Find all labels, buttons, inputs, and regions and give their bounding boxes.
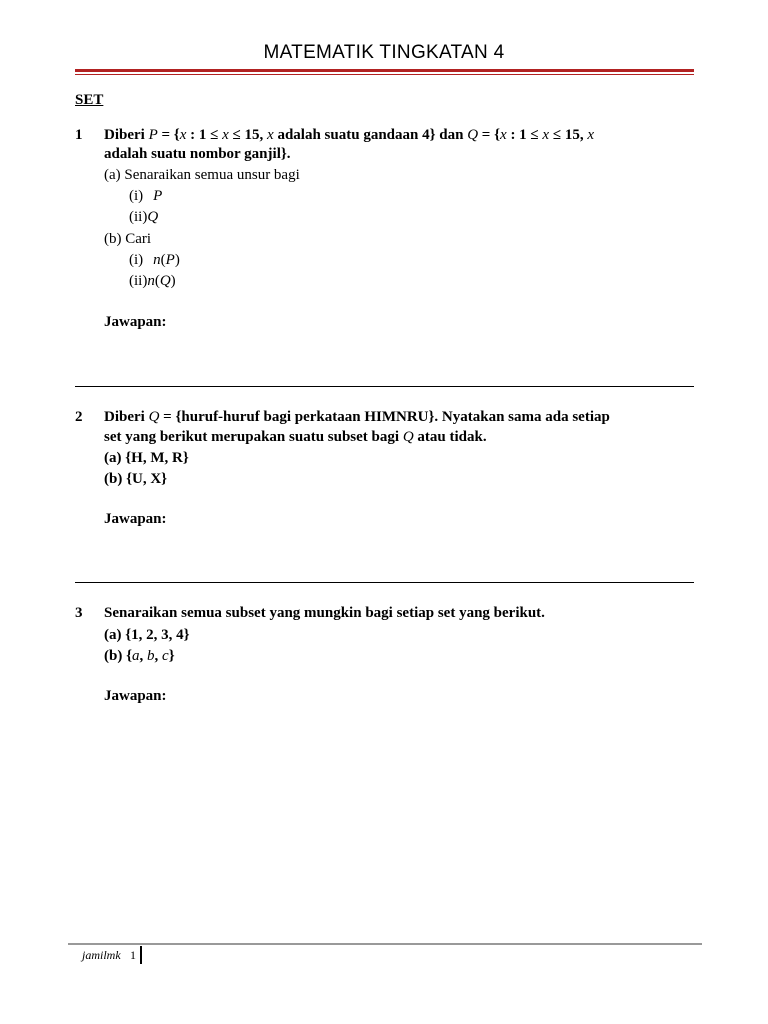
question-2-line-2: set yang berikut merupakan suatu subset bagi Q atau tidak. <box>104 429 487 445</box>
q2-answer-label: Jawapan: <box>104 511 167 527</box>
q1-part-a-i: (i) P <box>129 188 163 204</box>
divider-q1 <box>75 386 694 387</box>
question-number: 3 <box>75 605 83 621</box>
header-rule-thick <box>75 69 694 72</box>
q2-part-b: (b) {U, X} <box>104 471 168 487</box>
question-1-line-2: adalah suatu nombor ganjil}. <box>104 146 291 162</box>
question-number: 2 <box>75 409 83 425</box>
question-1-line-1: Diberi P = {x : 1 ≤ x ≤ 15, x adalah suatu gandaan 4} dan Q = {x : 1 ≤ x ≤ 15, x <box>104 127 594 143</box>
footer-rule <box>68 943 702 945</box>
q1-part-b-i: (i) n(P) <box>129 252 180 268</box>
question-number: 1 <box>75 127 83 143</box>
page-header-title: MATEMATIK TINGKATAN 4 <box>263 42 505 63</box>
q1-part-a: (a) Senaraikan semua unsur bagi <box>104 167 300 183</box>
footer-bar <box>140 946 142 964</box>
divider-q2 <box>75 582 694 583</box>
question-2-line-1: Diberi Q = {huruf-huruf bagi perkataan HIMNRU}. Nyatakan sama ada setiap <box>104 409 610 425</box>
question-3-line-1: Senaraikan semua subset yang mungkin bagi setiap set yang berikut. <box>104 605 545 621</box>
q1-part-a-ii: (ii)Q <box>129 209 159 225</box>
q1-part-b-ii: (ii)n(Q) <box>129 273 176 289</box>
footer-page-number: 1 <box>130 948 136 962</box>
header-rule-thin <box>75 74 694 75</box>
q3-answer-label: Jawapan: <box>104 688 167 704</box>
section-heading: SET <box>75 92 104 108</box>
q1-part-b: (b) Cari <box>104 231 152 247</box>
q3-part-a: (a) {1, 2, 3, 4} <box>104 627 190 643</box>
q1-answer-label: Jawapan: <box>104 314 167 330</box>
footer-author: jamilmk <box>82 948 121 962</box>
q3-part-b: (b) {a, b, c} <box>104 648 175 664</box>
q2-part-a: (a) {H, M, R} <box>104 450 189 466</box>
